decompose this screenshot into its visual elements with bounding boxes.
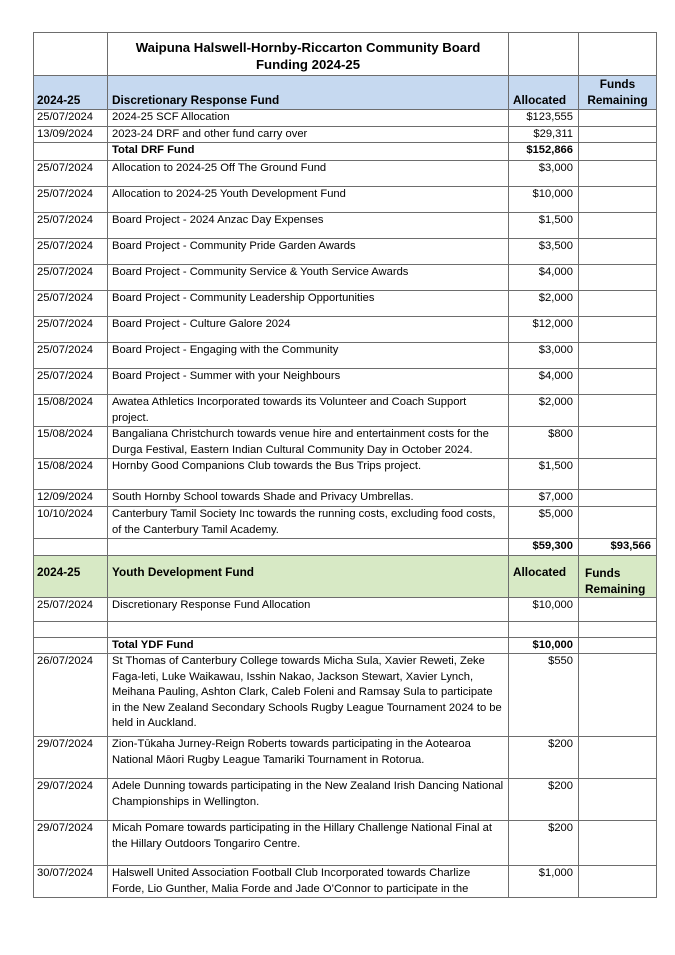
ydf-remaining xyxy=(579,597,657,621)
funding-table xyxy=(33,32,657,898)
drf-remaining xyxy=(579,239,657,265)
ydf-description xyxy=(108,621,509,637)
ydf-description: Discretionary Response Fund Allocation xyxy=(108,597,509,621)
ydf-description: Zion-Tūkaha Jurney-Reign Roberts towards participating in the Aotearoa National Māori Rugby League Tamariki Tournament in Rotorua. xyxy=(108,737,509,779)
title-row xyxy=(34,33,657,76)
drf-amount: $3,000 xyxy=(509,161,579,187)
ydf-description: Adele Dunning towards participating in the New Zealand Irish Dancing National Championships in Wellington. xyxy=(108,779,509,821)
board-title-line1: Waipuna Halswell-Hornby-Riccarton Community Board xyxy=(135,40,481,55)
drf-description: Hornby Good Companions Club towards the Bus Trips project. xyxy=(108,459,509,490)
drf-date: 25/07/2024 xyxy=(34,317,108,343)
drf-total-allocated: $59,300 xyxy=(509,539,579,556)
drf-row xyxy=(34,507,657,539)
ydf-remaining xyxy=(579,654,657,737)
drf-remaining xyxy=(579,143,657,161)
drf-remaining xyxy=(579,369,657,395)
drf-amount: $152,866 xyxy=(509,143,579,161)
ydf-remaining xyxy=(579,637,657,654)
ydf-date: 30/07/2024 xyxy=(34,866,108,898)
drf-description: Total DRF Fund xyxy=(108,143,509,161)
drf-total-remaining: $93,566 xyxy=(579,539,657,556)
drf-date: 25/07/2024 xyxy=(34,239,108,265)
drf-date: 15/08/2024 xyxy=(34,427,108,459)
drf-row xyxy=(34,490,657,507)
ydf-date: 25/07/2024 xyxy=(34,597,108,621)
drf-remaining xyxy=(579,490,657,507)
drf-remaining xyxy=(579,395,657,427)
drf-remaining xyxy=(579,343,657,369)
ydf-row xyxy=(34,821,657,866)
drf-remaining xyxy=(579,187,657,213)
drf-remaining xyxy=(579,126,657,143)
drf-description: Board Project - Community Pride Garden Awards xyxy=(108,239,509,265)
ydf-remaining xyxy=(579,737,657,779)
ydf-row xyxy=(34,637,657,654)
ydf-description: Total YDF Fund xyxy=(108,637,509,654)
drf-remaining xyxy=(579,161,657,187)
ydf-remaining xyxy=(579,779,657,821)
drf-amount: $1,500 xyxy=(509,459,579,490)
drf-row xyxy=(34,187,657,213)
ydf-amount: $550 xyxy=(509,654,579,737)
drf-amount: $29,311 xyxy=(509,126,579,143)
drf-description: 2024-25 SCF Allocation xyxy=(108,110,509,127)
drf-date: 25/07/2024 xyxy=(34,161,108,187)
ydf-remaining xyxy=(579,621,657,637)
drf-description: Board Project - 2024 Anzac Day Expenses xyxy=(108,213,509,239)
ydf-remaining xyxy=(579,821,657,866)
drf-description: Board Project - Summer with your Neighbours xyxy=(108,369,509,395)
drf-remaining xyxy=(579,213,657,239)
drf-remaining xyxy=(579,291,657,317)
drf-totals-desc xyxy=(108,539,509,556)
ydf-remaining-header: Funds Remaining xyxy=(579,555,657,597)
drf-description: Board Project - Community Leadership Opportunities xyxy=(108,291,509,317)
ydf-amount: $10,000 xyxy=(509,637,579,654)
ydf-amount: $200 xyxy=(509,737,579,779)
drf-date: 25/07/2024 xyxy=(34,213,108,239)
drf-row xyxy=(34,265,657,291)
ydf-fund-name: Youth Development Fund xyxy=(108,555,509,597)
drf-amount: $2,000 xyxy=(509,395,579,427)
drf-description: 2023-24 DRF and other fund carry over xyxy=(108,126,509,143)
drf-remaining xyxy=(579,110,657,127)
drf-remaining xyxy=(579,317,657,343)
drf-date: 10/10/2024 xyxy=(34,507,108,539)
ydf-date: 29/07/2024 xyxy=(34,821,108,866)
drf-date: 25/07/2024 xyxy=(34,265,108,291)
ydf-amount: $10,000 xyxy=(509,597,579,621)
drf-allocated-header: Allocated xyxy=(509,76,579,110)
drf-totals-row xyxy=(34,539,657,556)
drf-row xyxy=(34,213,657,239)
ydf-remaining xyxy=(579,866,657,898)
ydf-description: Halswell United Association Football Club Incorporated towards Charlize Forde, Lio Gunther, Malia Forde and Jade O’Connor to participate in the xyxy=(108,866,509,898)
ydf-row xyxy=(34,779,657,821)
drf-row xyxy=(34,291,657,317)
drf-description: South Hornby School towards Shade and Privacy Umbrellas. xyxy=(108,490,509,507)
drf-row xyxy=(34,395,657,427)
drf-row xyxy=(34,110,657,127)
drf-date: 25/07/2024 xyxy=(34,187,108,213)
ydf-amount: $200 xyxy=(509,821,579,866)
ydf-year: 2024-25 xyxy=(34,555,108,597)
ydf-row xyxy=(34,597,657,621)
drf-row xyxy=(34,161,657,187)
ydf-allocated-header: Allocated xyxy=(509,555,579,597)
ydf-row xyxy=(34,654,657,737)
drf-date: 25/07/2024 xyxy=(34,369,108,395)
ydf-date: 29/07/2024 xyxy=(34,779,108,821)
drf-date: 25/07/2024 xyxy=(34,343,108,369)
ydf-date xyxy=(34,637,108,654)
drf-description: Allocation to 2024-25 Youth Development Fund xyxy=(108,187,509,213)
drf-amount: $4,000 xyxy=(509,265,579,291)
drf-remaining xyxy=(579,507,657,539)
drf-amount: $2,000 xyxy=(509,291,579,317)
drf-row xyxy=(34,143,657,161)
ydf-header-row xyxy=(34,555,657,597)
drf-amount: $3,500 xyxy=(509,239,579,265)
ydf-row xyxy=(34,621,657,637)
drf-amount: $800 xyxy=(509,427,579,459)
drf-row xyxy=(34,239,657,265)
ydf-date xyxy=(34,621,108,637)
ydf-description: Micah Pomare towards participating in the Hillary Challenge National Final at the Hillary Outdoors Tongariro Centre. xyxy=(108,821,509,866)
drf-amount: $5,000 xyxy=(509,507,579,539)
drf-remaining-header: Funds Remaining xyxy=(579,76,657,110)
drf-description: Awatea Athletics Incorporated towards its Volunteer and Coach Support project. xyxy=(108,395,509,427)
drf-row xyxy=(34,459,657,490)
drf-amount: $3,000 xyxy=(509,343,579,369)
drf-description: Bangaliana Christchurch towards venue hire and entertainment costs for the Durga Festival, Eastern Indian Cultural Community Day in October 2024. xyxy=(108,427,509,459)
drf-row xyxy=(34,126,657,143)
drf-row xyxy=(34,343,657,369)
ydf-amount: $200 xyxy=(509,779,579,821)
drf-amount: $7,000 xyxy=(509,490,579,507)
ydf-description: St Thomas of Canterbury College towards Micha Sula, Xavier Reweti, Zeke Faga-leti, Luke Waikawau, Isshin Nakao, Jackson Stewart, Xavier Lynch, Meihana Pauling, Ashton Clark, Caleb Foleni and Ramsay Sula to participate in the New Zealand Secondary Schools Rugby League Tournament 2024 to be held in Auckland. xyxy=(108,654,509,737)
drf-remaining xyxy=(579,427,657,459)
drf-description: Allocation to 2024-25 Off The Ground Fund xyxy=(108,161,509,187)
drf-amount: $123,555 xyxy=(509,110,579,127)
drf-date xyxy=(34,143,108,161)
drf-description: Canterbury Tamil Society Inc towards the running costs, excluding food costs, of the Canterbury Tamil Academy. xyxy=(108,507,509,539)
drf-amount: $10,000 xyxy=(509,187,579,213)
drf-year: 2024-25 xyxy=(34,76,108,110)
drf-fund-name: Discretionary Response Fund xyxy=(108,76,509,110)
ydf-date: 29/07/2024 xyxy=(34,737,108,779)
drf-description: Board Project - Community Service & Youth Service Awards xyxy=(108,265,509,291)
drf-date: 13/09/2024 xyxy=(34,126,108,143)
drf-date: 15/08/2024 xyxy=(34,395,108,427)
ydf-amount: $1,000 xyxy=(509,866,579,898)
drf-description: Board Project - Engaging with the Community xyxy=(108,343,509,369)
drf-row xyxy=(34,427,657,459)
drf-remaining xyxy=(579,265,657,291)
drf-totals-date xyxy=(34,539,108,556)
ydf-amount xyxy=(509,621,579,637)
drf-amount: $4,000 xyxy=(509,369,579,395)
ydf-date: 26/07/2024 xyxy=(34,654,108,737)
ydf-row xyxy=(34,866,657,898)
drf-header-row xyxy=(34,76,657,110)
drf-date: 12/09/2024 xyxy=(34,490,108,507)
drf-date: 15/08/2024 xyxy=(34,459,108,490)
drf-remaining xyxy=(579,459,657,490)
drf-row xyxy=(34,317,657,343)
drf-date: 25/07/2024 xyxy=(34,291,108,317)
drf-row xyxy=(34,369,657,395)
ydf-row xyxy=(34,737,657,779)
drf-date: 25/07/2024 xyxy=(34,110,108,127)
drf-amount: $12,000 xyxy=(509,317,579,343)
board-title-line2: Funding 2024-25 xyxy=(255,57,361,72)
board-title xyxy=(108,33,509,76)
drf-description: Board Project - Culture Galore 2024 xyxy=(108,317,509,343)
drf-amount: $1,500 xyxy=(509,213,579,239)
